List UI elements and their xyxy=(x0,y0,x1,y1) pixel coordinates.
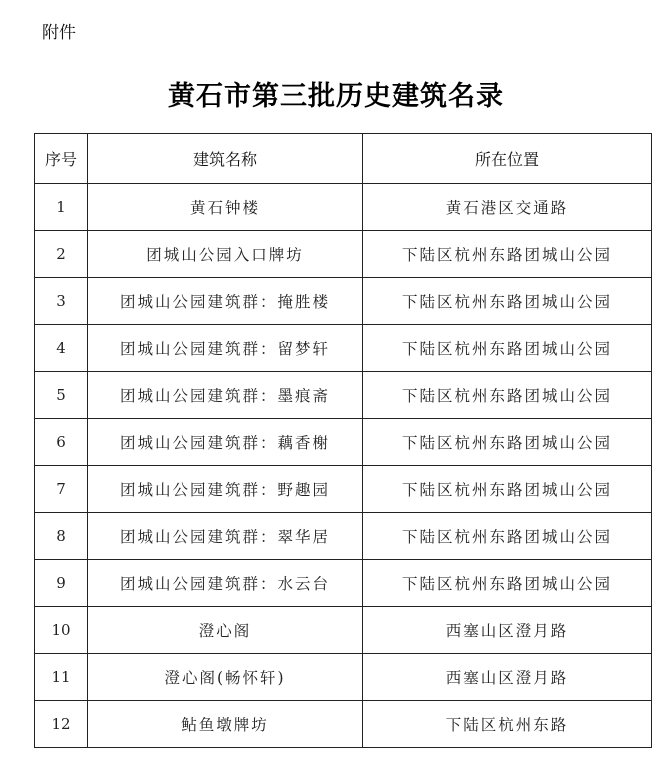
row-building-name: 鲇鱼墩牌坊 xyxy=(88,701,363,748)
table-row xyxy=(35,372,652,419)
row-building-name: 黄石钟楼 xyxy=(88,184,363,231)
table-row xyxy=(35,419,652,466)
row-index: 8 xyxy=(35,513,88,560)
table-row xyxy=(35,325,652,372)
row-location: 西塞山区澄月路 xyxy=(363,654,652,701)
attachment-label: 附件 xyxy=(42,23,76,43)
row-index: 7 xyxy=(35,466,88,513)
row-location: 下陆区杭州东路团城山公园 xyxy=(363,419,652,466)
table-row xyxy=(35,654,652,701)
table-row xyxy=(35,231,652,278)
row-building-name: 团城山公园建筑群：翠华居 xyxy=(88,513,363,560)
table-row xyxy=(35,184,652,231)
header-building-name: 建筑名称 xyxy=(88,134,363,184)
table-row xyxy=(35,607,652,654)
table-row xyxy=(35,466,652,513)
row-location: 下陆区杭州东路团城山公园 xyxy=(363,466,652,513)
row-location: 下陆区杭州东路团城山公园 xyxy=(363,513,652,560)
row-index: 10 xyxy=(35,607,88,654)
row-building-name: 团城山公园建筑群：水云台 xyxy=(88,560,363,607)
row-index: 3 xyxy=(35,278,88,325)
row-location: 下陆区杭州东路 xyxy=(363,701,652,748)
row-location: 下陆区杭州东路团城山公园 xyxy=(363,325,652,372)
row-building-name: 团城山公园建筑群：留梦轩 xyxy=(88,325,363,372)
row-building-name: 团城山公园建筑群：墨痕斋 xyxy=(88,372,363,419)
row-index: 2 xyxy=(35,231,88,278)
row-location: 西塞山区澄月路 xyxy=(363,607,652,654)
row-index: 11 xyxy=(35,654,88,701)
header-index: 序号 xyxy=(35,134,88,184)
row-index: 5 xyxy=(35,372,88,419)
row-building-name: 团城山公园建筑群：野趣园 xyxy=(88,466,363,513)
row-location: 下陆区杭州东路团城山公园 xyxy=(363,560,652,607)
row-location: 黄石港区交通路 xyxy=(363,184,652,231)
table-header-row xyxy=(35,134,652,184)
row-building-name: 澄心阁(畅怀轩) xyxy=(88,654,363,701)
row-location: 下陆区杭州东路团城山公园 xyxy=(363,278,652,325)
row-building-name: 团城山公园建筑群：藕香榭 xyxy=(88,419,363,466)
row-location: 下陆区杭州东路团城山公园 xyxy=(363,372,652,419)
row-index: 9 xyxy=(35,560,88,607)
row-building-name: 团城山公园入口牌坊 xyxy=(88,231,363,278)
table-row xyxy=(35,560,652,607)
document-title: 黄石市第三批历史建筑名录 xyxy=(168,81,504,112)
row-index: 4 xyxy=(35,325,88,372)
header-location: 所在位置 xyxy=(363,134,652,184)
row-index: 6 xyxy=(35,419,88,466)
row-building-name: 团城山公园建筑群：掩胜楼 xyxy=(88,278,363,325)
row-building-name: 澄心阁 xyxy=(88,607,363,654)
row-index: 12 xyxy=(35,701,88,748)
table-row xyxy=(35,278,652,325)
table-row xyxy=(35,701,652,748)
row-location: 下陆区杭州东路团城山公园 xyxy=(363,231,652,278)
table-row xyxy=(35,513,652,560)
row-index: 1 xyxy=(35,184,88,231)
historic-buildings-table xyxy=(34,133,652,748)
